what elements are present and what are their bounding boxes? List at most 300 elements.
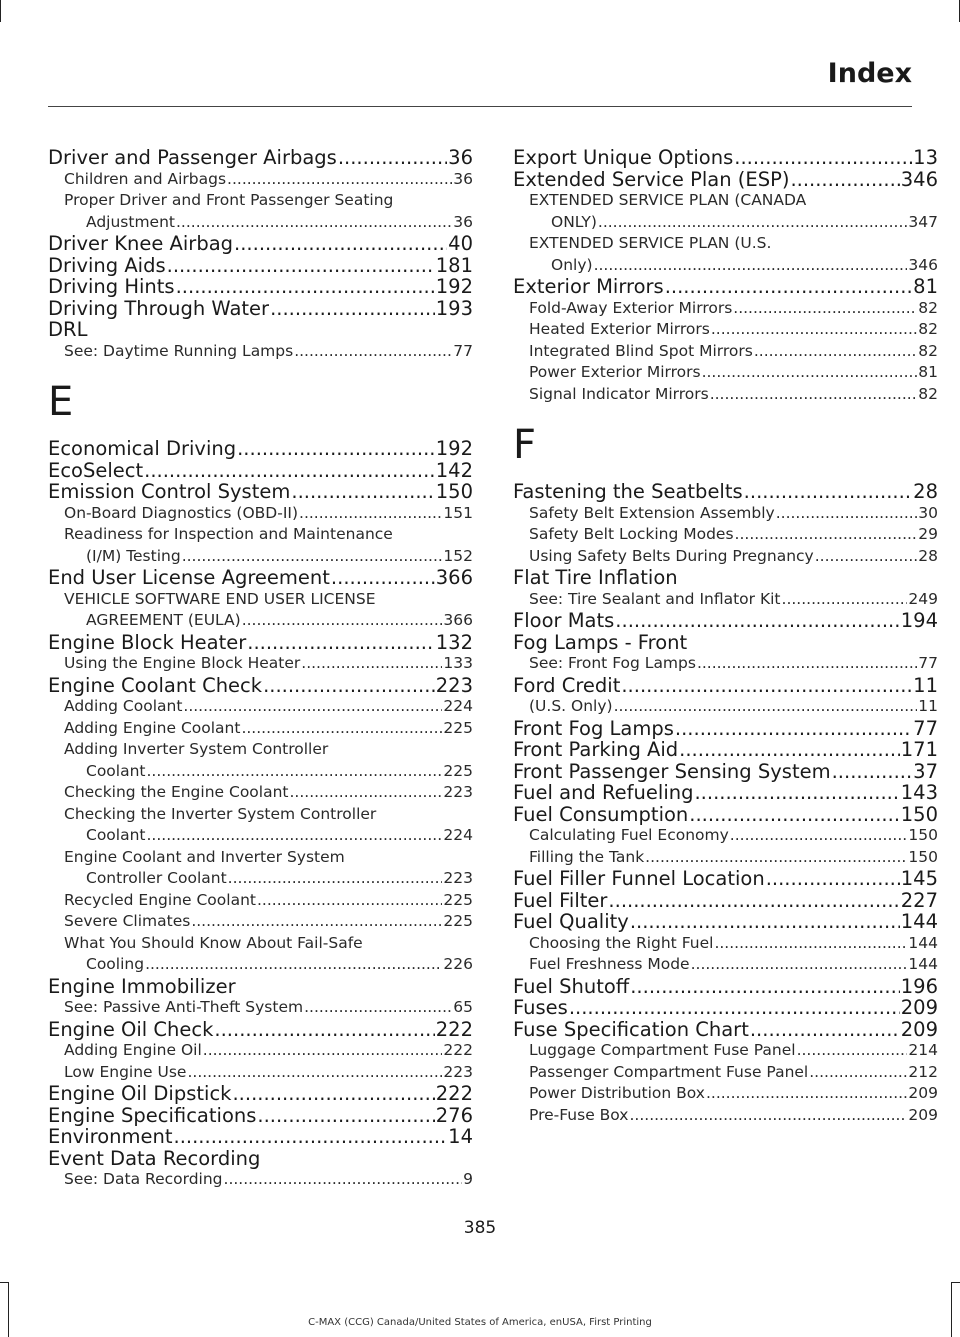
index-entry-text: Economical Driving [48, 437, 237, 460]
dot-leader [301, 653, 442, 675]
index-entry-text: Luggage Compartment Fuse Panel [529, 1041, 796, 1059]
index-entry [48, 1083, 473, 1105]
index-entry-text: Using the Engine Block Heater [64, 654, 301, 672]
index-entry-text: Adjustment [86, 212, 175, 231]
imprint-line: C-MAX (CCG) Canada/United States of America, enUSA, First Printing [308, 1317, 652, 1328]
dot-leader [608, 890, 899, 912]
index-page-number: 346 [900, 167, 938, 191]
index-entry [48, 298, 473, 320]
index-subentry [48, 1062, 473, 1084]
index-entry-wrap-line: Engine Coolant and Inverter System [64, 847, 345, 866]
index-page-number: 150 [908, 826, 938, 844]
index-entry [48, 1126, 473, 1148]
index-page-number: 133 [443, 654, 473, 672]
index-entry-text: Only) [551, 255, 593, 274]
dot-leader [176, 212, 452, 234]
index-entry [48, 460, 473, 482]
index-page-number: 65 [453, 998, 473, 1016]
index-entry-text: Engine Oil Check [48, 1017, 214, 1041]
dot-leader [766, 868, 900, 890]
index-entry [513, 1019, 938, 1041]
dot-leader [594, 255, 908, 277]
index-entry-text: Export Unique Options [513, 146, 734, 169]
crop-mark-bottom-right [951, 1282, 952, 1337]
index-page-number: 28 [918, 546, 938, 565]
dot-leader [182, 546, 443, 568]
dot-leader [754, 341, 917, 363]
index-page-number: 150 [900, 802, 938, 826]
dot-leader [191, 911, 442, 933]
dot-leader [702, 362, 918, 384]
index-page-number: 209 [908, 1084, 938, 1102]
index-entry-text: Fuel Freshness Mode [529, 955, 690, 973]
dot-leader [691, 954, 908, 976]
index-entry-text: Environment [48, 1125, 173, 1148]
dot-leader [832, 761, 913, 783]
index-column-left [48, 147, 473, 1191]
index-page-number: 30 [918, 503, 938, 522]
dot-leader [797, 1040, 908, 1062]
index-page-number: 13 [913, 146, 938, 169]
index-entry-text: Floor Mats [513, 609, 615, 632]
index-page-number: 82 [918, 341, 938, 360]
page-number: 385 [463, 1218, 497, 1238]
index-page-number: 366 [443, 611, 473, 629]
index-page-number: 29 [918, 525, 938, 543]
index-entry-wrap-line: EXTENDED SERVICE PLAN (CANADA [529, 191, 807, 209]
section-letter-e: E [48, 379, 74, 425]
index-page-number: 171 [900, 738, 938, 761]
index-entry-text: Safety Belt Extension Assembly [529, 503, 775, 522]
index-page-number: 222 [435, 1017, 473, 1041]
index-heading [513, 567, 938, 589]
index-subentry [513, 1105, 938, 1127]
index-page-number: 249 [908, 589, 938, 608]
index-page-number: 346 [908, 255, 938, 274]
dot-leader [237, 438, 435, 460]
index-entry-text: Fastening the Seatbelts [513, 480, 743, 503]
index-heading [48, 319, 473, 341]
index-entry-wrap-line: Checking the Inverter System Controller [64, 804, 377, 823]
index-page-number: 223 [435, 673, 473, 697]
index-page-number: 40 [448, 232, 473, 255]
index-page-number: 192 [435, 437, 473, 460]
index-page-number: 366 [435, 566, 473, 589]
index-entry-text: Front Passenger Sensing System [513, 759, 831, 783]
index-subentry [513, 546, 938, 568]
index-entry-text: Signal Indicator Mirrors [529, 384, 709, 403]
dot-leader [291, 481, 434, 503]
dot-leader [621, 675, 912, 697]
index-block-e [48, 438, 473, 1191]
index-heading-text: Flat Tire Inflation [513, 566, 678, 589]
dot-leader [697, 653, 917, 675]
index-entry-text: Coolant [86, 761, 146, 780]
index-subentry [513, 362, 938, 384]
index-entry-text: Safety Belt Locking Modes [529, 525, 734, 543]
dot-leader [815, 546, 918, 568]
index-entry-text: Controller Coolant [86, 869, 227, 887]
index-entry-text: Cooling [86, 955, 145, 973]
index-entry [48, 675, 473, 697]
index-entry-text: Ford Credit [513, 673, 621, 697]
index-subentry [48, 718, 473, 740]
index-entry [48, 255, 473, 277]
index-entry [48, 147, 473, 169]
index-entry [513, 675, 938, 697]
index-page-number: 28 [913, 480, 938, 503]
index-entry [48, 233, 473, 255]
index-entry-text: Driving Aids [48, 253, 166, 277]
index-page-number: 209 [908, 1105, 938, 1124]
index-entry-text: ONLY) [551, 212, 597, 231]
dot-leader [665, 276, 912, 298]
index-subentry [513, 503, 938, 525]
index-subentry [48, 997, 473, 1019]
dot-leader [675, 718, 912, 740]
dot-leader [147, 761, 443, 783]
index-page-number: 82 [918, 384, 938, 403]
index-page-number: 144 [908, 955, 938, 973]
dot-leader [183, 696, 442, 718]
dot-leader [299, 503, 442, 525]
index-page-number: 227 [900, 888, 938, 912]
index-page-number: 143 [900, 781, 938, 804]
index-entry [513, 169, 938, 191]
dot-leader [304, 997, 452, 1019]
index-block-f [513, 481, 938, 1126]
index-page-number: 225 [443, 912, 473, 930]
dot-leader [776, 503, 918, 525]
crop-mark-top-left [0, 0, 1, 22]
index-entry-text: Coolant [86, 826, 146, 844]
index-entry-text: Power Exterior Mirrors [529, 363, 701, 381]
index-page-number: 226 [443, 955, 473, 973]
index-heading [48, 1148, 473, 1170]
index-entry-wrap-line: EXTENDED SERVICE PLAN (U.S. [529, 234, 772, 252]
index-entry-text: Filling the Tank [529, 847, 645, 866]
index-page-number: 209 [900, 1017, 938, 1041]
index-entry-text: Adding Coolant [64, 697, 183, 715]
dot-leader [232, 1083, 434, 1105]
index-entry-text: Extended Service Plan (ESP) [513, 167, 790, 191]
index-subentry [513, 524, 938, 546]
index-entry-text: Adding Engine Oil [64, 1041, 202, 1059]
index-entry-text: Choosing the Right Fuel [529, 933, 714, 952]
index-entry-wrap-line: VEHICLE SOFTWARE END USER LICENSE [64, 589, 376, 608]
index-entry-text: Fuse Specification Chart [513, 1017, 749, 1041]
index-entry-text: See: Data Recording [64, 1170, 223, 1188]
index-entry [513, 911, 938, 933]
index-entry-text: Engine Oil Dipstick [48, 1082, 232, 1105]
index-page-number: 222 [443, 1041, 473, 1059]
index-entry [513, 997, 938, 1019]
index-entry-text: Passenger Compartment Fuse Panel [529, 1062, 809, 1081]
index-entry-text: AGREEMENT (EULA) [86, 611, 241, 629]
index-entry-text: Low Engine Use [64, 1062, 187, 1081]
index-page-number: 37 [913, 759, 938, 783]
index-entry-text: Fuel Quality [513, 910, 629, 933]
index-subentry [48, 169, 473, 191]
index-page-number: 11 [913, 673, 938, 697]
dot-leader [294, 341, 452, 363]
index-entry [513, 718, 938, 740]
dot-leader [257, 890, 442, 912]
index-subentry [513, 1083, 938, 1105]
index-entry [48, 276, 473, 298]
index-entry [513, 739, 938, 761]
index-entry-text: Power Distribution Box [529, 1084, 705, 1102]
index-subentry [513, 319, 938, 341]
dot-leader [711, 319, 917, 341]
index-entry-text: Front Parking Aid [513, 738, 679, 761]
index-entry-text: See: Passive Anti-Theft System [64, 998, 304, 1016]
index-entry [48, 438, 473, 460]
dot-leader [247, 632, 435, 654]
index-entry-text: Exterior Mirrors [513, 275, 664, 298]
dot-leader [735, 524, 918, 546]
index-subentry [513, 341, 938, 363]
index-subentry [513, 384, 938, 406]
index-entry-text: Driver Knee Airbag [48, 232, 234, 255]
index-subentry [48, 782, 473, 804]
dot-leader [809, 1062, 907, 1084]
dot-leader [270, 298, 435, 320]
index-page-number: 36 [453, 212, 473, 231]
index-entry-text: Fuel Filter [513, 888, 608, 912]
index-page-number: 223 [443, 1062, 473, 1081]
index-subentry [48, 653, 473, 675]
index-entry [513, 868, 938, 890]
index-page-number: 193 [435, 296, 473, 320]
index-subentry [48, 696, 473, 718]
index-entry-text: Calculating Fuel Economy [529, 826, 729, 844]
dot-leader [234, 233, 447, 255]
index-entry-text: Fuses [513, 996, 568, 1019]
index-page-number: 82 [918, 298, 938, 317]
index-page-number: 181 [435, 253, 473, 277]
index-entry [513, 976, 938, 998]
index-entry-text: Adding Engine Coolant [64, 718, 241, 737]
index-page-number: 223 [443, 783, 473, 801]
dot-leader [733, 298, 917, 320]
index-entry-text: Severe Climates [64, 912, 191, 930]
index-page-number: 36 [453, 169, 473, 188]
crop-mark-bottom-right-h [951, 1282, 960, 1283]
index-subentry [48, 911, 473, 933]
index-entry-text: Checking the Engine Coolant [64, 783, 289, 801]
index-page-number: 214 [908, 1041, 938, 1059]
dot-leader [144, 460, 435, 482]
index-page-number: 192 [435, 275, 473, 298]
dot-leader [224, 1169, 463, 1191]
index-subentry [513, 589, 938, 611]
index-subentry [513, 233, 938, 276]
crop-mark-bottom-left-h [0, 1282, 9, 1283]
index-page-number: 276 [435, 1103, 473, 1127]
index-entry-text: Engine Specifications [48, 1103, 257, 1127]
index-subentry [48, 190, 473, 233]
dot-leader [714, 933, 907, 955]
dot-leader [242, 610, 443, 632]
dot-leader [290, 782, 443, 804]
index-page-number: 36 [448, 146, 473, 169]
index-entry [513, 481, 938, 503]
dot-leader [257, 1105, 434, 1127]
index-heading-text: Event Data Recording [48, 1146, 261, 1170]
dot-leader [790, 169, 899, 191]
index-entry-text: Fuel Shutoff [513, 974, 630, 998]
index-subentry [48, 739, 473, 782]
dot-leader [187, 1062, 442, 1084]
index-page-number: 151 [443, 503, 473, 522]
header-divider [48, 106, 912, 107]
page-title: Index [827, 58, 912, 89]
dot-leader [630, 911, 900, 933]
index-subentry [48, 1040, 473, 1062]
index-entry-text: Emission Control System [48, 480, 291, 503]
index-entry-text: Engine Coolant Check [48, 673, 263, 697]
dot-leader [730, 825, 908, 847]
index-page-number: 77 [913, 716, 938, 740]
index-page-number: 11 [918, 697, 938, 715]
dot-leader [338, 147, 447, 169]
index-heading [48, 976, 473, 998]
index-entry-wrap-line: Proper Driver and Front Passenger Seating [64, 191, 394, 209]
index-page-number: 223 [443, 869, 473, 887]
index-page-number: 142 [435, 458, 473, 482]
index-heading-text: DRL [48, 318, 88, 341]
index-subentry [513, 696, 938, 718]
index-page-number: 212 [908, 1062, 938, 1081]
index-entry [513, 147, 938, 169]
index-entry-text: Integrated Blind Spot Mirrors [529, 341, 753, 360]
index-subentry [513, 1040, 938, 1062]
index-heading-text: Fog Lamps - Front [513, 630, 688, 654]
index-entry [513, 804, 938, 826]
index-entry [513, 761, 938, 783]
index-entry-text: Fuel Filler Funnel Location [513, 867, 765, 890]
index-entry-text: Driving Through Water [48, 296, 270, 320]
index-page-number: 82 [918, 320, 938, 338]
index-subentry [513, 298, 938, 320]
dot-leader [782, 589, 908, 611]
index-subentry [48, 804, 473, 847]
index-block-d [48, 147, 473, 362]
index-column-right [513, 147, 938, 1126]
index-entry [48, 1019, 473, 1041]
index-page-number: 77 [918, 654, 938, 672]
index-entry-text: Driver and Passenger Airbags [48, 146, 337, 169]
index-heading-text: Engine Immobilizer [48, 974, 236, 998]
index-entry-text: Heated Exterior Mirrors [529, 320, 710, 338]
index-entry-text: Fuel and Refueling [513, 781, 694, 804]
index-page-number: 225 [443, 890, 473, 909]
index-subentry [48, 524, 473, 567]
index-subentry [48, 1169, 473, 1191]
dot-leader [679, 739, 900, 761]
dot-leader [734, 147, 912, 169]
index-block-e-cont [513, 147, 938, 405]
index-page-number: 225 [443, 718, 473, 737]
crop-mark-bottom-left [8, 1282, 9, 1337]
index-heading [513, 632, 938, 654]
index-page-number: 225 [443, 761, 473, 780]
dot-leader [694, 782, 899, 804]
index-entry [513, 782, 938, 804]
dot-leader [214, 1019, 434, 1041]
index-page-number: 81 [918, 363, 938, 381]
index-entry-text: Children and Airbags [64, 169, 227, 188]
index-page-number: 145 [900, 867, 938, 890]
dot-leader [331, 567, 435, 589]
index-page-number: 81 [913, 275, 938, 298]
index-entry-wrap-line: Adding Inverter System Controller [64, 740, 329, 758]
index-page-number: 224 [443, 697, 473, 715]
dot-leader [706, 1083, 907, 1105]
index-subentry [48, 503, 473, 525]
index-entry [513, 610, 938, 632]
dot-leader [228, 868, 443, 890]
index-subentry [513, 847, 938, 869]
index-page-number: 150 [908, 847, 938, 866]
dot-leader [174, 1126, 448, 1148]
dot-leader [614, 696, 918, 718]
index-entry [48, 481, 473, 503]
index-entry [48, 632, 473, 654]
dot-leader [645, 847, 907, 869]
index-page-number: 152 [443, 546, 473, 565]
index-subentry [48, 341, 473, 363]
dot-leader [615, 610, 899, 632]
index-page-number: 194 [900, 609, 938, 632]
dot-leader [710, 384, 918, 406]
index-entry-text: On-Board Diagnostics (OBD-II) [64, 503, 299, 522]
index-entry-text: See: Front Fog Lamps [529, 654, 696, 672]
index-entry-text: Recycled Engine Coolant [64, 890, 256, 909]
dot-leader [750, 1019, 900, 1041]
index-subentry [513, 653, 938, 675]
index-subentry [48, 589, 473, 632]
index-page-number: 209 [900, 996, 938, 1019]
dot-leader [203, 1040, 443, 1062]
index-page-number: 9 [463, 1170, 473, 1188]
dot-leader [227, 169, 452, 191]
index-subentry [513, 825, 938, 847]
index-subentry [48, 933, 473, 976]
index-page-number: 144 [908, 933, 938, 952]
dot-leader [147, 825, 443, 847]
index-page-number: 150 [435, 480, 473, 503]
index-page-number: 14 [448, 1125, 473, 1148]
index-entry-wrap-line: What You Should Know About Fail-Safe [64, 933, 363, 952]
dot-leader [241, 718, 442, 740]
dot-leader [630, 976, 900, 998]
index-entry-text: (I/M) Testing [86, 546, 181, 565]
index-subentry [513, 190, 938, 233]
dot-leader [167, 255, 435, 277]
index-entry-text: Engine Block Heater [48, 630, 247, 654]
index-entry-text: Using Safety Belts During Pregnancy [529, 546, 814, 565]
index-entry-text: (U.S. Only) [529, 697, 613, 715]
index-entry-wrap-line: Readiness for Inspection and Maintenance [64, 525, 393, 543]
dot-leader [744, 481, 913, 503]
index-entry [513, 890, 938, 912]
dot-leader [569, 997, 900, 1019]
index-entry-text: Driving Hints [48, 275, 175, 298]
index-entry [513, 276, 938, 298]
index-page-number: 144 [900, 910, 938, 933]
